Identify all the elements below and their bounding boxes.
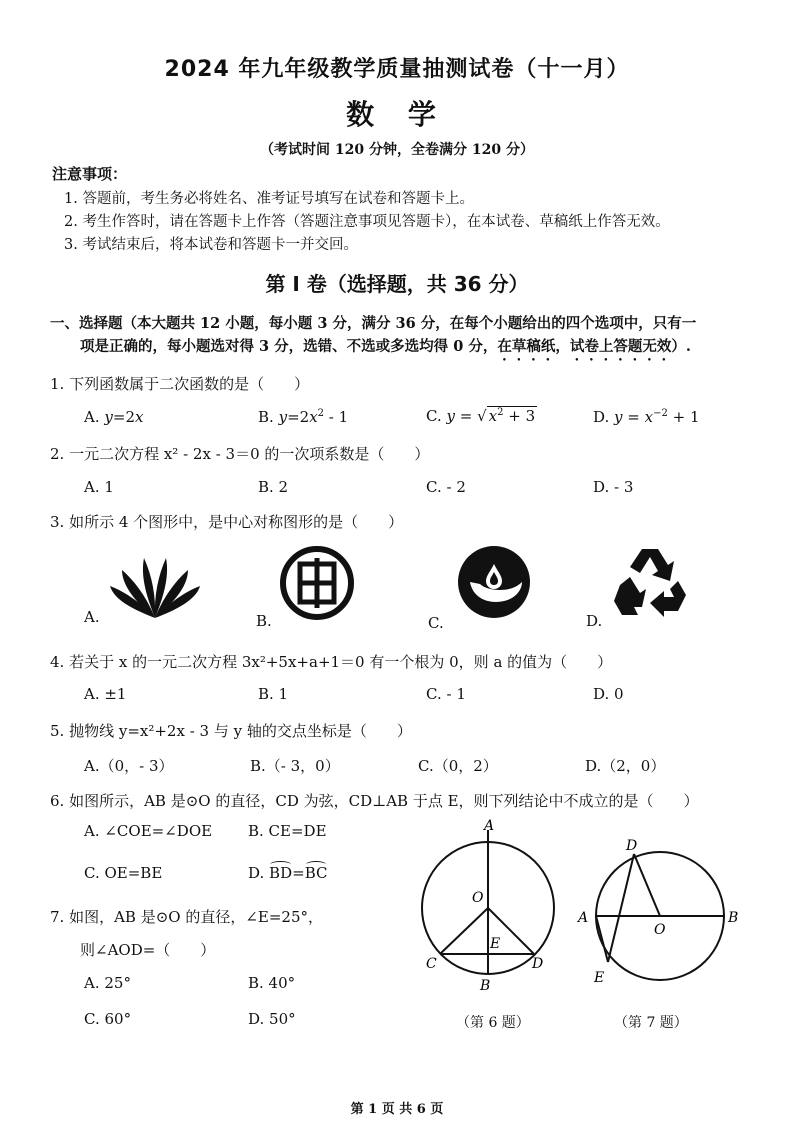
point-a-label: A (578, 910, 589, 926)
point-d-label: D (532, 956, 544, 972)
q5-option-a: A.（0，- 3） (84, 757, 174, 775)
q3-option-d-label: D. (586, 612, 603, 630)
q4-option-c: C. - 1 (426, 685, 466, 703)
q4-option-b: B. 1 (258, 685, 289, 703)
arc-bc: BC (304, 864, 328, 882)
part-one-title: 第 I 卷（选择题，共 36 分） (265, 272, 529, 296)
notice-item-3: 3. 考试结束后，将本试卷和答题卡一并交回。 (64, 237, 358, 253)
q2-stem: 2. 一元二次方程 x² - 2x - 3＝0 的一次项系数是（ ） (50, 445, 430, 463)
point-o-label: O (472, 890, 484, 906)
point-e-label: E (490, 936, 501, 952)
figure-q7 (574, 832, 744, 992)
q5-stem: 5. 抛物线 y=x²+2x - 3 与 y 轴的交点坐标是（ ） (50, 722, 412, 740)
q7-option-a: A. 25° (84, 974, 131, 992)
page-footer: 第 1 页 共 6 页 (350, 1102, 444, 1117)
q4-option-d: D. 0 (593, 685, 624, 703)
q5-option-c: C.（0，2） (418, 757, 498, 775)
q3-option-a-label: A. (84, 608, 100, 626)
q1-stem: 1. 下列函数属于二次函数的是（ ） (50, 375, 310, 393)
q7-option-b: B. 40° (248, 974, 296, 992)
q2-option-c: C. - 2 (426, 478, 466, 496)
q6-option-a: A. ∠COE=∠DOE (84, 822, 213, 840)
q7-stem-line2: 则∠AOD=（ ） (80, 941, 216, 959)
segment-ae (596, 916, 608, 962)
q6-option-c: C. OE=BE (84, 864, 163, 882)
point-b-label: B (728, 910, 739, 926)
q2-option-a: A. 1 (84, 478, 114, 496)
q1-option-c: C. y = √ $x^2 + 3$ (426, 407, 536, 425)
figure-q6-caption: （第 6 题） (456, 1015, 530, 1031)
q4-stem: 4. 若关于 x 的一元二次方程 3x²+5x+a+1＝0 有一个根为 0，则 a 的值为（ ） (50, 653, 613, 671)
q7-stem-line1: 7. 如图，AB 是⊙O 的直径，∠E=25°， (50, 908, 324, 926)
q4-option-a: A. ±1 (84, 685, 127, 703)
segment-de (608, 854, 634, 962)
q1-option-b: B. $y=2x^2 - 1$ (258, 408, 349, 426)
q6-stem: 6. 如图所示，AB 是⊙O 的直径，CD 为弦，CD⊥AB 于点 E，则下列结论中不成立的是（ ） (50, 792, 699, 810)
point-a-label: A (484, 818, 495, 834)
q3-option-b-label: B. (256, 612, 272, 630)
figure-q6 (410, 818, 570, 998)
recycle-logo-icon (612, 545, 688, 621)
emphasis-text: 在草稿纸，试卷上答题无效 (497, 338, 672, 355)
q7-option-c: C. 60° (84, 1010, 132, 1028)
notice-item-2: 2. 考生作答时，请在答题卡上作答（答题注意事项见答题卡），在本试卷、草稿纸上作答无效。 (64, 214, 670, 230)
q3-option-c-label: C. (428, 614, 444, 632)
point-d-label: D (626, 838, 638, 854)
notice-item-1: 1. 答题前，考生务必将姓名、准考证号填写在试卷和答题卡上。 (64, 191, 474, 207)
q7-option-d: D. 50° (248, 1010, 296, 1028)
q6-option-d: D. BD=BC (248, 864, 328, 882)
notice-heading: 注意事项： (52, 165, 128, 183)
point-c-label: C (426, 956, 437, 972)
point-o-label: O (654, 922, 666, 938)
section-instructions-line2: 项是正确的，每小题选对得 3 分，选错、不选或多选均得 0 分，在草稿纸，试卷上答题无效）. (80, 338, 691, 355)
q3-stem: 3. 如所示 4 个图形中，是中心对称图形的是（ ） (50, 513, 404, 531)
exam-title: 2024 年九年级教学质量抽测试卷（十一月） (164, 57, 630, 82)
segment-oc (440, 908, 488, 954)
point-b-label: B (480, 978, 491, 994)
q6-option-b: B. CE=DE (248, 822, 327, 840)
bank-logo-icon (280, 546, 354, 620)
fan-logo-icon (106, 548, 204, 620)
q2-option-b: B. 2 (258, 478, 289, 496)
q1-option-a: A. y=2x (84, 408, 144, 426)
segment-od (634, 854, 660, 916)
q5-option-d: D.（2，0） (585, 757, 666, 775)
q1-option-d: D. $y = x^{-2} + 1$ (593, 408, 700, 426)
arc-bd: BD (269, 864, 293, 882)
figure-q7-caption: （第 7 题） (614, 1015, 688, 1031)
q5-option-b: B.（- 3，0） (250, 757, 340, 775)
q2-option-d: D. - 3 (593, 478, 634, 496)
time-info: （考试时间 120 分钟，全卷满分 120 分） (260, 142, 534, 158)
subject-title: 数 学 (346, 98, 448, 131)
water-drop-logo-icon (456, 544, 532, 620)
section-instructions-line1: 一、选择题（本大题共 12 小题，每小题 3 分，满分 36 分，在每个小题给出的四个选项中，只有一 (50, 315, 697, 332)
point-e-label: E (594, 970, 605, 986)
